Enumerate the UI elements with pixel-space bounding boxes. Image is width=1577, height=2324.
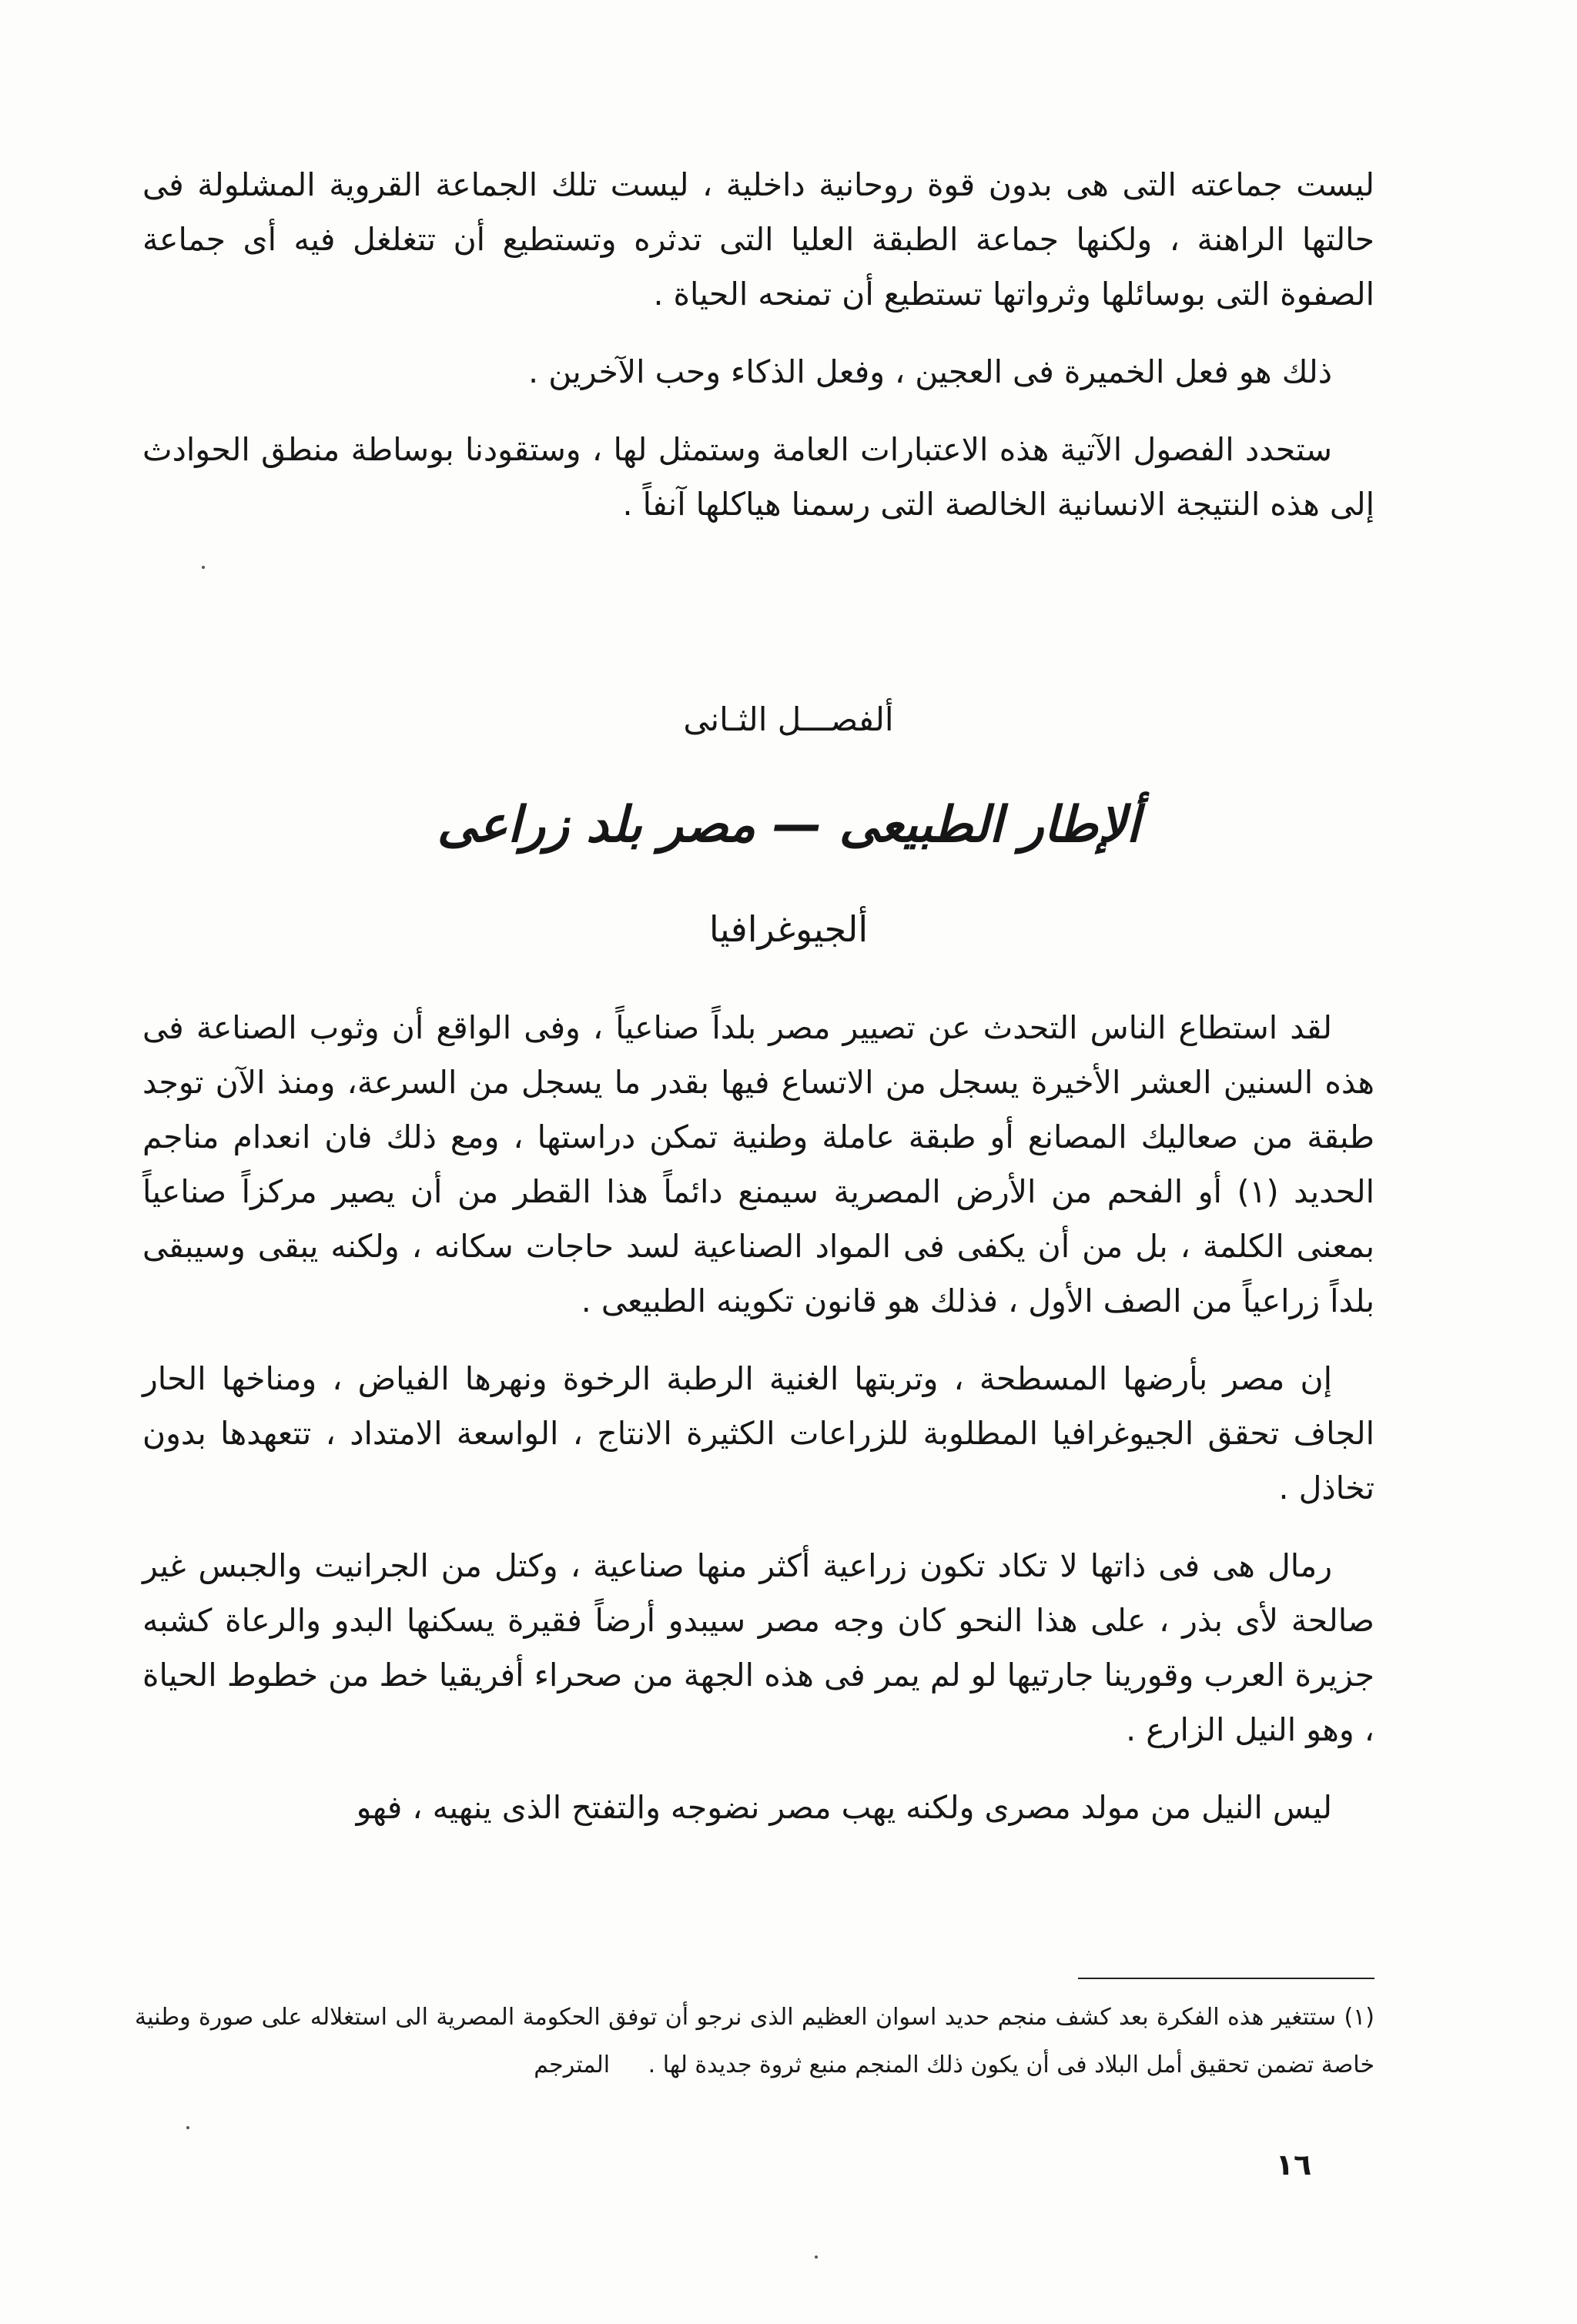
intro-paragraph-2: ذلك هو فعل الخميرة فى العجين ، وفعل الذكاء وحب الآخرين . [528, 353, 1332, 390]
page-number: ١٦ [1275, 2148, 1312, 2182]
intro-paragraph-3: ستحدد الفصول الآتية هذه الاعتبارات العامة وستمثل لها ، وستقودنا بوساطة منطق الحوادث إلى هذه النتيجة الانسانية الخالصة التى رسمنا هياكلها آنفاً . [142, 431, 1374, 523]
footnote-translator: المترجم [534, 2051, 611, 2078]
body-paragraph-1: لقد استطاع الناس التحدث عن تصيير مصر بلداً صناعياً ، وفى الواقع أن وثوب الصناعة فى هذه السنين العشر الأخيرة يسجل من الاتساع فيها بقدر ما يسجل من السرعة، ومنذ الآن توجد طبقة من صعاليك المصانع أو طبقة عاملة وطنية تمكن دراستها ، ومع ذلك فان انعدام مناجم الحديد (١) أو الفحم من الأرض المصرية سيمنع دائماً هذا القطر من أن يصير مركزاً صناعياً بمعنى الكلمة ، بل من أن يكفى فى المواد الصناعية لسد حاجات سكانه ، ولكنه يبقى وسيبقى بلداً زراعياً من الصف الأول ، فذلك هو قانون تكوينه الطبيعى . [142, 1009, 1374, 1319]
scan-speck [815, 2255, 818, 2259]
chapter-label: ألفصـــل الثـانى [683, 701, 894, 738]
footnote-divider [1078, 1978, 1374, 1979]
body-paragraph-4: ليس النيل من مولد مصرى ولكنه يهب مصر نضوجه والتفتح الذى ينهيه ، فهو [356, 1789, 1332, 1826]
footnote-text: (١) ستتغير هذه الفكرة بعد كشف منجم حديد اسوان العظيم الذى نرجو أن توفق الحكومة المصرية الى استغلاله على صورة وطنية خاصة تضمن تحقيق أمل البلاد فى أن يكون ذلك المنجم منبع ثروة جديدة لها . [135, 2004, 1374, 2078]
intro-section [142, 158, 1374, 555]
scan-speck [202, 566, 205, 569]
body-paragraph-2: إن مصر بأرضها المسطحة ، وتربتها الغنية الرطبة الرخوة ونهرها الفياض ، ومناخها الحار الجاف تحقق الجيوغرافيا المطلوبة للزراعات الكثيرة الانتاج ، الواسعة الامتداد ، تتعهدها بدون تخاذل . [142, 1360, 1374, 1506]
chapter-title: ألإطار الطبيعى — مصر بلد زراعى [437, 797, 1140, 854]
body-section [142, 1001, 1374, 1858]
section-title: ألجيوغرافيا [708, 908, 869, 950]
scan-speck [186, 2126, 189, 2129]
body-paragraph-3: رمال هى فى ذاتها لا تكاد تكون زراعية أكثر منها صناعية ، وكتل من الجرانيت والجبس غير صالحة لأى بذر ، على هذا النحو كان وجه مصر سيبدو أرضاً فقيرة يسكنها البدو والرعاة كشبه جزيرة العرب وقورينا جارتيها لو لم يمر فى هذه الجهة من صحراء أفريقيا خط من خطوط الحياة ، وهو النيل الزارع . [142, 1547, 1374, 1748]
footnote [135, 1994, 1374, 2089]
intro-paragraph-1: ليست جماعته التى هى بدون قوة روحانية داخلية ، ليست تلك الجماعة القروية المشلولة فى حالتها الراهنة ، ولكنها جماعة الطبقة العليا التى تدثره وتستطيع أن تتغلغل فيه أى جماعة الصفوة التى بوسائلها وثرواتها تستطيع أن تمنحه الحياة . [142, 166, 1374, 313]
